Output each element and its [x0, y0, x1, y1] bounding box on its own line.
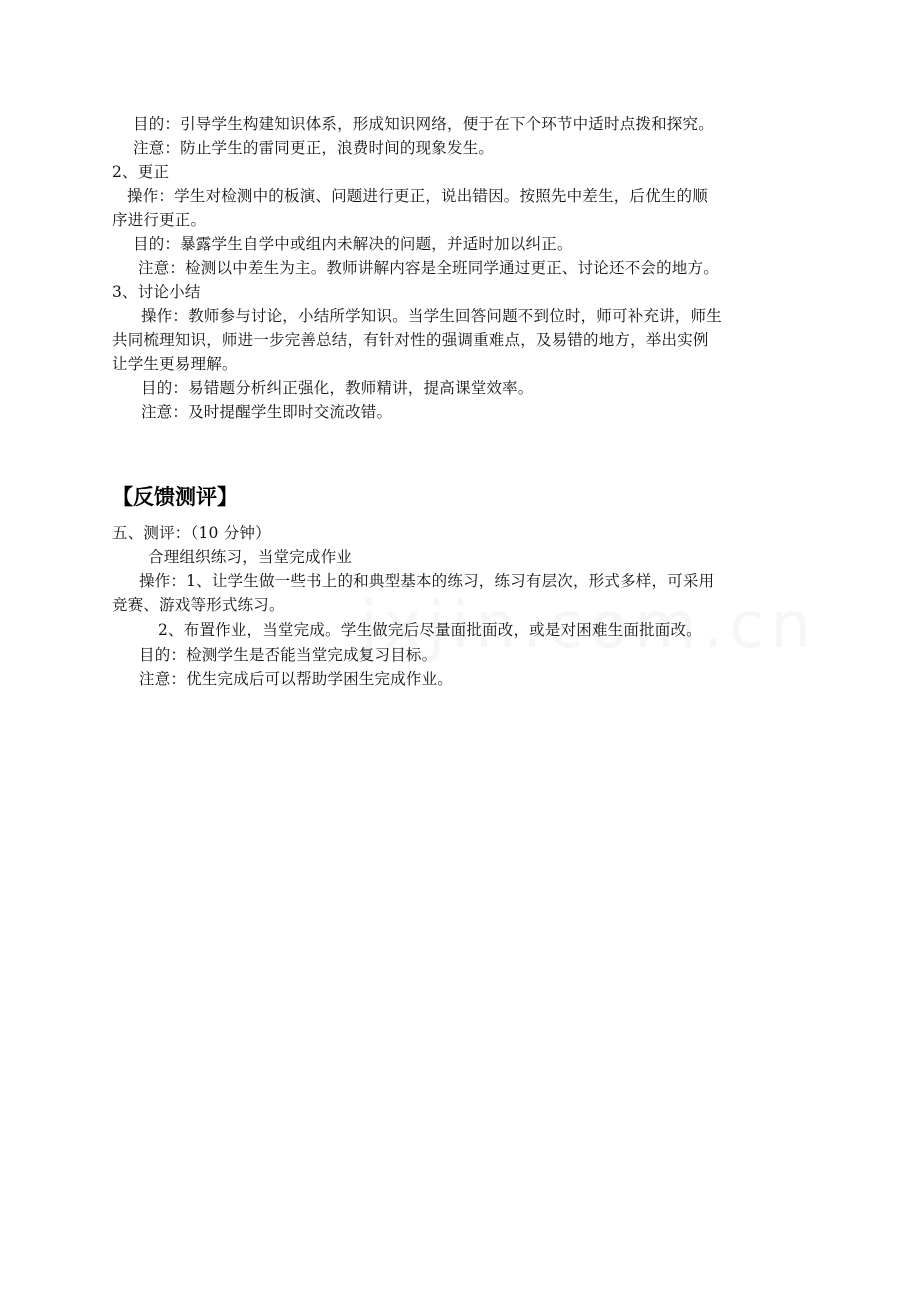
- assessment-note: 注意：优生完成后可以帮助学困生完成作业。: [139, 670, 454, 688]
- step-2-title: 2、更正: [112, 163, 170, 181]
- assessment-operation-line-3: 2、布置作业，当堂完成。学生做完后尽量面批面改，或是对困难生面批面改。: [158, 621, 702, 639]
- assessment-purpose: 目的：检测学生是否能当堂完成复习目标。: [139, 646, 438, 664]
- note-line-2: 注意：检测以中差生为主。教师讲解内容是全班同学通过更正、讨论还不会的地方。: [138, 259, 719, 277]
- assessment-title: 五、测评：（10 分钟）: [112, 524, 271, 542]
- operation-2-line-2: 序进行更正。: [112, 211, 207, 229]
- operation-3-line-2: 共同梳理知识，师进一步完善总结，有针对性的强调重难点，及易错的地方，举出实例: [112, 331, 709, 349]
- operation-2-line-1: 操作：学生对检测中的板演、问题进行更正，说出错因。按照先中差生，后优生的顺: [127, 187, 708, 205]
- note-line-3: 注意：及时提醒学生即时交流改错。: [141, 403, 393, 421]
- operation-3-line-3: 让学生更易理解。: [112, 355, 238, 373]
- step-3-title: 3、讨论小结: [112, 283, 201, 301]
- assessment-operation-line-1: 操作：1、让学生做一些书上的和典型基本的练习，练习有层次，形式多样，可采用: [139, 572, 715, 590]
- purpose-line-3: 目的：易错题分析纠正强化，教师精讲，提高课堂效率。: [141, 379, 534, 397]
- operation-3-line-1: 操作：教师参与讨论，小结所学知识。当学生回答问题不到位时，师可补充讲，师生: [141, 307, 722, 325]
- assessment-operation-line-2: 竞赛、游戏等形式练习。: [112, 596, 285, 614]
- assessment-subtitle: 合理组织练习，当堂完成作业: [148, 548, 353, 566]
- feedback-heading: 【反馈测评】: [112, 485, 238, 509]
- purpose-line-1: 目的：引导学生构建知识体系，形成知识网络，便于在下个环节中适时点拨和探究。: [133, 115, 714, 133]
- purpose-line-2: 目的：暴露学生自学中或组内未解决的问题，并适时加以纠正。: [133, 235, 573, 253]
- note-line-1: 注意：防止学生的雷同更正，浪费时间的现象发生。: [133, 139, 495, 157]
